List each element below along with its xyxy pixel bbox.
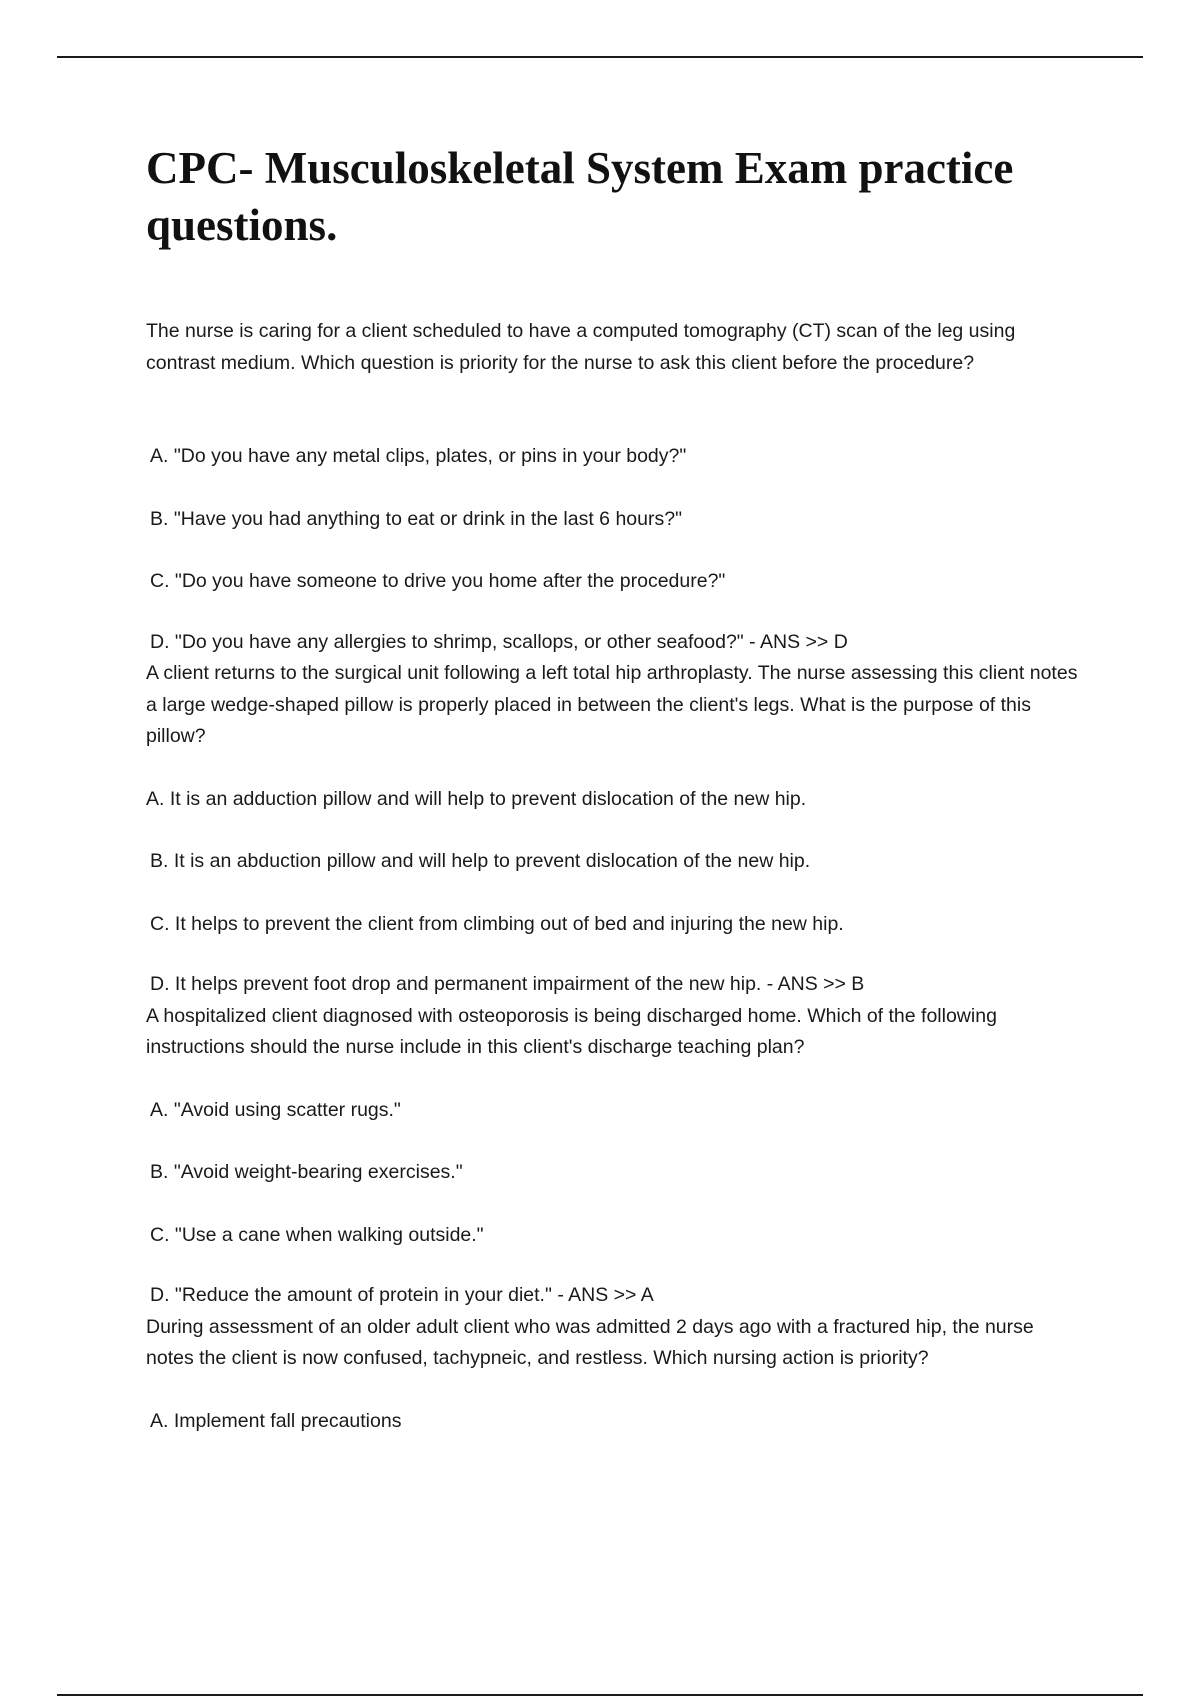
document-body [146, 140, 1086, 1437]
question-3-option-d: D. "Reduce the amount of protein in your diet." - ANS >> A [150, 1284, 654, 1306]
question-3-stem: A hospitalized client diagnosed with osteoporosis is being discharged home. Which of the following instructions should the nurse include in this client's discharge teaching plan? [146, 1004, 997, 1058]
question-2-option-c: C. It helps to prevent the client from climbing out of bed and injuring the new hip. [150, 912, 844, 935]
question-1-option-c: C. "Do you have someone to drive you home after the procedure?" [150, 570, 726, 592]
page-title: CPC- Musculoskeletal System Exam practice questions. [146, 143, 1014, 250]
question-3-option-b: B. "Avoid weight-bearing exercises." [150, 1161, 463, 1183]
question-4-option-a: A. Implement fall precautions [150, 1409, 402, 1432]
question-1-option-b: B. "Have you had anything to eat or drink in the last 6 hours?" [150, 507, 682, 530]
question-1-option-a: A. "Do you have any metal clips, plates, or pins in your body?" [150, 445, 687, 467]
question-2-option-b: B. It is an abduction pillow and will help to prevent dislocation of the new hip. [150, 850, 811, 872]
question-1-stem: The nurse is caring for a client scheduled to have a computed tomography (CT) scan of the leg using contrast medium. Which question is priority for the nurse to ask this client before the procedure? [146, 320, 1016, 374]
question-1-option-d: D. "Do you have any allergies to shrimp, scallops, or other seafood?" - ANS >> D [150, 630, 848, 653]
top-rule [57, 56, 1143, 58]
question-2-stem: A client returns to the surgical unit following a left total hip arthroplasty. The nurse assessing this client notes a large wedge-shaped pillow is properly placed in between the client's legs. What is the purpose of this pillow? [146, 662, 1078, 747]
question-2-option-a: A. It is an adduction pillow and will help to prevent dislocation of the new hip. [146, 787, 807, 810]
question-2-option-d: D. It helps prevent foot drop and permanent impairment of the new hip. - ANS >> B [150, 973, 865, 995]
question-4-stem: During assessment of an older adult client who was admitted 2 days ago with a fractured hip, the nurse notes the client is now confused, tachypneic, and restless. Which nursing action is priority? [146, 1315, 1034, 1369]
question-3-option-c: C. "Use a cane when walking outside." [150, 1223, 484, 1246]
bottom-rule [57, 1694, 1143, 1696]
question-3-option-a: A. "Avoid using scatter rugs." [150, 1098, 401, 1121]
